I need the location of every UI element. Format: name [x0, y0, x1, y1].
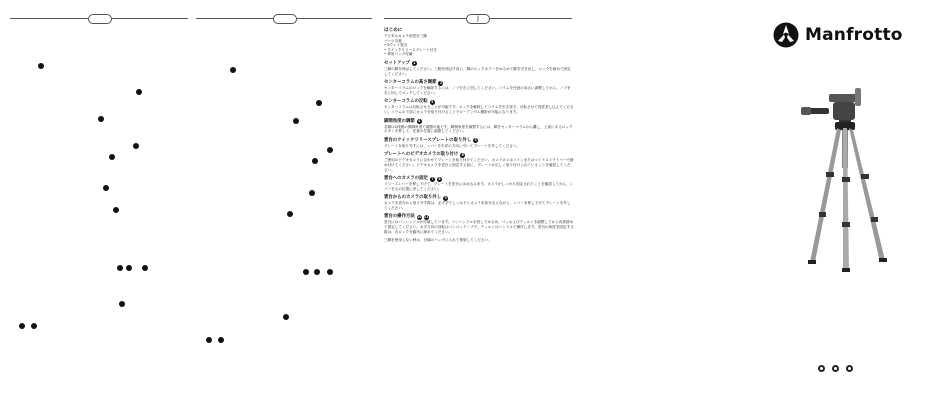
bullet-dot	[314, 269, 320, 275]
step-number-badge: 1	[413, 61, 416, 66]
bullet-dot	[287, 211, 293, 217]
bullet-dot	[142, 265, 148, 271]
column-header-2	[196, 14, 372, 22]
section-setup	[384, 61, 574, 76]
step-number-badge: 11	[424, 214, 429, 219]
footer-note: 三脚を使用しない時は、付属のバッグに入れて保管してください。	[384, 238, 492, 243]
bullet-dot	[98, 116, 104, 122]
section-body: 雲台にはパンハンドルが付属しています。パンハンドルを回してゆるめ、パンおよびティルトを調整してから再度締めて固定してください。水平方向の回転はパンロックノブで、ティルトはハンドルで操作します。雲台の角度を固定する際は、各ロックを確実に締めてください。	[384, 220, 574, 234]
bullet-dot	[230, 67, 236, 73]
section-body: センターコラムのロックを解除するには、ノブを左に回してください。コラムを任意の高さに調整してから、ノブを右に回してロックしてください。	[384, 86, 571, 95]
step-number-badge: 3	[431, 99, 434, 104]
section-camera-release	[384, 195, 574, 210]
step-number-badge: 9	[444, 195, 447, 200]
step-number-badge: 4	[418, 119, 421, 124]
bullet-dot	[19, 323, 25, 329]
section-body: カメラを雲台から取り外す際は、必ず手でしっかりとカメラ本体を支えながら、レバーを押し下げてプレートを外してください。	[384, 201, 571, 210]
bullet-dot	[312, 158, 318, 164]
section-body: ご使用のビデオカメラに合わせてプレートを取り付けてください。カメラネジはコインまたはマイナスドライバーで締め付けてください。ビデオカメラを雲台に固定する前に、プレートが正しく取り付けられていることを確認してください。	[384, 158, 574, 172]
intro-line: • 3ウェイ雲台	[384, 43, 408, 48]
section-body: 三脚の脚を伸ばしてください。三脚を伸ばす前に、脚のロックカラーをゆるめて脚を引き出し、ロックを締めて固定してください。	[384, 66, 571, 76]
section-plate-removal	[384, 138, 574, 149]
step-number-badge: 2	[439, 80, 443, 85]
section-body: センターコラムは反転させることが可能です。ロックを解除してコラムを引き抜き、反転させて再度差し込んでください。コラムの下部にカメラを取り付けることでローアングル撮影が可能になります。	[384, 105, 574, 114]
section-title: プレートへのビデオカメラの取り付け	[384, 152, 459, 158]
globe-icon	[832, 365, 839, 372]
bullet-dot	[109, 154, 115, 160]
globe-icon	[818, 365, 825, 372]
manfrotto-logo-icon	[773, 22, 799, 48]
bullet-dot	[327, 147, 333, 153]
step-number-badge: 5	[474, 138, 477, 143]
bullet-dot	[126, 265, 132, 271]
bullet-dot	[117, 265, 123, 271]
bullet-dot	[206, 337, 212, 343]
bullet-dot	[119, 301, 125, 307]
section-title: 脚開角度の調節	[384, 118, 415, 124]
section-leg-angle	[384, 119, 574, 134]
section-title: 雲台の操作方法	[384, 214, 415, 220]
section-center-column-height	[384, 80, 574, 95]
bullet-dot	[293, 118, 299, 124]
section-title: 雲台へのカメラの固定	[384, 176, 428, 182]
section-title: 雲台のクイックリリースプレートの取り外し	[384, 137, 472, 143]
section-camera-mount	[384, 152, 574, 172]
step-number-badge: 8	[438, 176, 441, 181]
bullet-dot	[133, 143, 139, 149]
section-title: セットアップ	[384, 60, 410, 66]
header-oval	[88, 14, 112, 24]
intro-title: はじめに	[384, 28, 403, 33]
brand-name: Manfrotto	[805, 25, 903, 45]
bullet-dot	[316, 100, 322, 106]
section-camera-fix	[384, 176, 574, 191]
bullet-dot	[327, 269, 333, 275]
bullet-dot	[113, 207, 119, 213]
step-number-badge: 10	[417, 214, 422, 219]
section-head-operation	[384, 214, 574, 234]
section-title: センターコラムの高さ調節	[384, 80, 437, 86]
bullet-dot	[309, 190, 315, 196]
step-number-badge: 7	[431, 176, 434, 181]
column-header-3	[384, 14, 572, 22]
language-icons	[818, 365, 853, 372]
intro-line: デジタルカメラ用雲台三脚	[384, 34, 427, 38]
header-oval	[273, 14, 297, 24]
intro-line: • クイックリリースプレート付き	[384, 47, 437, 52]
intro-line: • 専用バッグ付属	[384, 52, 413, 57]
step-number-badge: 6	[461, 152, 464, 157]
section-body: 各脚は2段階の開脚角度で調整可能です。脚開角度を調整するには、脚をセンターコラムから離し、上部にあるロックボタンを押して、任意の位置に調節してください。	[384, 124, 573, 134]
bullet-dot	[283, 314, 289, 320]
bullet-dot	[303, 269, 309, 275]
section-title: センターコラムの反転	[384, 99, 428, 105]
section-title: 雲台からのカメラの取り外し	[384, 195, 442, 201]
column-header-1	[10, 14, 188, 22]
bullet-dot	[136, 89, 142, 95]
header-oval-lang: J	[466, 14, 490, 24]
bullet-dot	[218, 337, 224, 343]
section-center-column-invert	[384, 99, 574, 114]
section-body: リリースレバーを押し下げて、プレートを雲台にはめ込みます。カメラがしっかり固定されたことを確認してから、レバーを元の位置に戻してください。	[384, 182, 574, 191]
globe-icon	[846, 365, 853, 372]
section-body: プレートを取り外すには、レバーを矢印の方向に引いてプレートを外してください。	[384, 143, 521, 148]
bullet-dot	[31, 323, 37, 329]
brand-header	[773, 22, 903, 48]
bullet-dot	[103, 185, 109, 191]
bullet-dot	[38, 63, 44, 69]
intro-line: パーツ名称	[384, 38, 402, 43]
tripod-product-image	[795, 82, 900, 272]
instructions-text-column	[384, 28, 574, 243]
